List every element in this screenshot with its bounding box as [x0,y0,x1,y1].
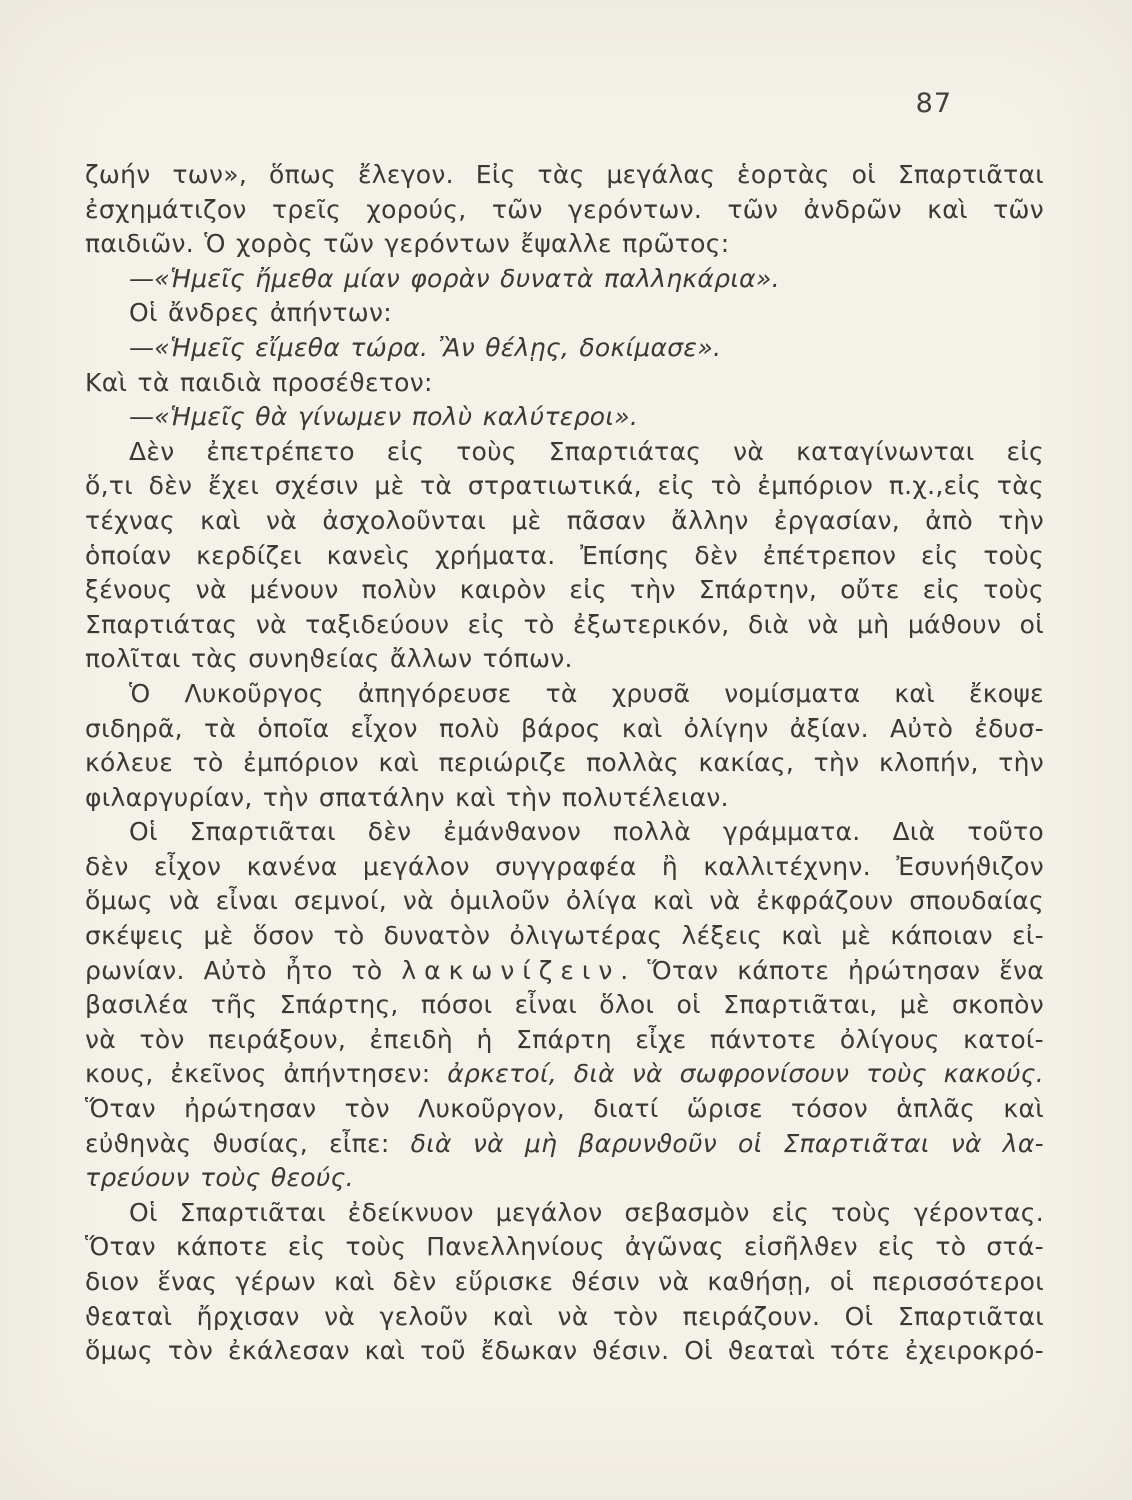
quoted-italic-text: —«Ἡμεῖς εἴμεθα τώρα. Ἂν θέλῃς, δοκίμασε». [129,332,722,362]
text-segment: φιλαργυρίαν, τὴν σπατάλην καὶ τὴν πολυτέλειαν. [85,782,729,812]
text-line [85,1127,1044,1162]
text-line [85,1092,1044,1127]
text-line [85,608,1044,643]
text-segment: κους, ἐκεῖνος ἀπήντησεν: [85,1059,448,1089]
text-line [85,815,1044,850]
text-line [85,1334,1044,1369]
quoted-italic-text: τρεύουν τοὺς θεούς. [85,1163,354,1193]
text-line [85,296,1044,331]
text-segment: Καὶ τὰ παιδιὰ προσέϑετον: [85,367,433,397]
text-segment: ὁποίαν κερδίζει κανεὶς χρήματα. Ἐπίσης δὲν ἐπέτρεπον εἰς τοὺς [85,540,1044,570]
text-segment: ὅμως νὰ εἶναι σεμνοί, νὰ ὁμιλοῦν ὀλίγα καὶ νὰ ἐκφράζουν σπουδαίας [85,886,1044,916]
text-segment: κόλευε τὸ ἐμπόριον καὶ περιώριζε πολλὰς κακίας, τὴν κλοπήν, τὴν [85,748,1044,778]
text-segment: δὲν εἶχον κανένα μεγάλον συγγραφέα ἢ καλλιτέχνην. Ἐσυνήϑιζον [85,851,1044,881]
text-line [85,919,1044,954]
text-line [85,1230,1044,1265]
text-line [85,1161,1044,1196]
text-segment: ὅμως τὸν ἐκάλεσαν καὶ τοῦ ἔδωκαν ϑέσιν. Οἱ ϑεαταὶ τότε ἐχειροκρό- [85,1336,1044,1366]
text-line [85,193,1044,228]
text-segment: εὐϑηνὰς ϑυσίας, εἶπε: [85,1128,411,1158]
text-line [85,469,1044,504]
text-line [85,850,1044,885]
text-segment: ἐσχημάτιζον τρεῖς χορούς, τῶν γερόντων. τῶν ἀνδρῶν καὶ τῶν [85,194,1044,224]
text-segment: Ὅταν κάποτε εἰς τοὺς Πανελληνίους ἀγῶνας εἰσῆλϑεν εἰς τὸ στά- [85,1232,1044,1262]
text-segment: Οἱ ἄνδρες ἀπήντων: [129,298,392,328]
text-line [85,642,1044,677]
page-number: 87 [915,88,952,119]
text-segment: σιδηρᾶ, τὰ ὁποῖα εἶχον πολὺ βάρος καὶ ὀλίγην ἀξίαν. Αὐτὸ ἐδυσ- [85,713,1044,743]
text-line [85,366,1044,401]
text-segment: ζωήν των», ὅπως ἔλεγον. Εἰς τὰς μεγάλας ἑορτὰς οἱ Σπαρτιᾶται [85,160,1044,189]
text-segment: . Ὅταν κάποτε ἠρώτησαν ἕνα [620,955,1044,985]
text-segment: Ὅταν ἠρώτησαν τὸν Λυκοῦργον, διατί ὥρισε τόσον ἁπλᾶς καὶ [85,1094,1044,1124]
text-segment: Δὲν ἐπετρέπετο εἰς τοὺς Σπαρτιάτας νὰ καταγίνωνται εἰς [129,436,1044,466]
text-line [85,400,1044,435]
text-line [85,1300,1044,1335]
text-segment: Οἱ Σπαρτιᾶται ἐδείκνυον μεγάλον σεβασμὸν εἰς τοὺς γέροντας. [129,1197,1044,1227]
text-segment: νὰ τὸν πειράξουν, ἐπειδὴ ἡ Σπάρτη εἶχε πάντοτε ὀλίγους κατοί- [85,1024,1044,1054]
text-segment: Σπαρτιάτας νὰ ταξιδεύουν εἰς τὸ ἐξωτερικόν, διὰ νὰ μὴ μάϑουν οἱ [85,609,1044,639]
text-line [85,262,1044,297]
text-line [85,884,1044,919]
body-text [85,158,1044,1369]
text-line [85,712,1044,747]
text-segment: παιδιῶν. Ὁ χορὸς τῶν γερόντων ἔψαλλε πρῶτος: [85,229,730,259]
text-line [85,1265,1044,1300]
quoted-italic-text: ἀρκετοί, διὰ νὰ σωφρονίσουν τοὺς κακούς. [447,1059,1044,1089]
text-segment: σκέψεις μὲ ὅσον τὸ δυνατὸν ὀλιγωτέρας λέξεις καὶ μὲ κάποιαν εἰ- [85,921,1044,951]
text-line [85,1023,1044,1058]
text-line [85,988,1044,1023]
quoted-italic-text: διὰ νὰ μὴ βαρυνϑοῦν οἱ Σπαρτιᾶται νὰ λα- [410,1128,1044,1158]
text-line [85,504,1044,539]
text-segment: βασιλέα τῆς Σπάρτης, πόσοι εἶναι ὅλοι οἱ Σπαρτιᾶται, μὲ σκοπὸν [85,990,1044,1020]
quoted-italic-text: —«Ἡμεῖς ἤμεθα μίαν φορὰν δυνατὰ παλληκάρια». [129,263,780,293]
text-line [85,1196,1044,1231]
text-line [85,1057,1044,1092]
text-line [85,539,1044,574]
text-segment: ϑεαταὶ ἤρχισαν νὰ γελοῦν καὶ νὰ τὸν πειράζουν. Οἱ Σπαρτιᾶται [85,1301,1044,1331]
text-line [85,781,1044,816]
quoted-italic-text: —«Ἡμεῖς θὰ γίνωμεν πολὺ καλύτεροι». [129,402,639,432]
text-segment: διον ἕνας γέρων καὶ δὲν εὕρισκε ϑέσιν νὰ καϑήσῃ, οἱ περισσότεροι [85,1267,1044,1296]
text-line [85,677,1044,712]
emphasized-spaced-word: λακωνίζειν [401,955,621,985]
text-segment: Οἱ Σπαρτιᾶται δὲν ἐμάνϑανον πολλὰ γράμματα. Διὰ τοῦτο [129,817,1044,847]
text-line [85,573,1044,608]
text-line [85,331,1044,366]
text-segment: ὅ,τι δὲν ἔχει σχέσιν μὲ τὰ στρατιωτικά, εἰς τὸ ἐμπόριον π.χ.,εἰς τὰς [85,471,1044,501]
text-segment: πολῖται τὰς συνηϑείας ἄλλων τόπων. [85,644,573,674]
text-line [85,435,1044,470]
text-segment: ρωνίαν. Αὐτὸ ἦτο τὸ [85,955,402,985]
text-line [85,746,1044,781]
text-line [85,954,1044,989]
text-line [85,158,1044,193]
text-segment: ξένους νὰ μένουν πολὺν καιρὸν εἰς τὴν Σπάρτην, οὔτε εἰς τοὺς [85,575,1044,605]
text-segment: τέχνας καὶ νὰ ἀσχολοῦνται μὲ πᾶσαν ἄλλην ἐργασίαν, ἀπὸ τὴν [85,505,1044,535]
text-line [85,227,1044,262]
text-segment: Ὁ Λυκοῦργος ἀπηγόρευσε τὰ χρυσᾶ νομίσματα καὶ ἔκοψε [129,678,1044,708]
